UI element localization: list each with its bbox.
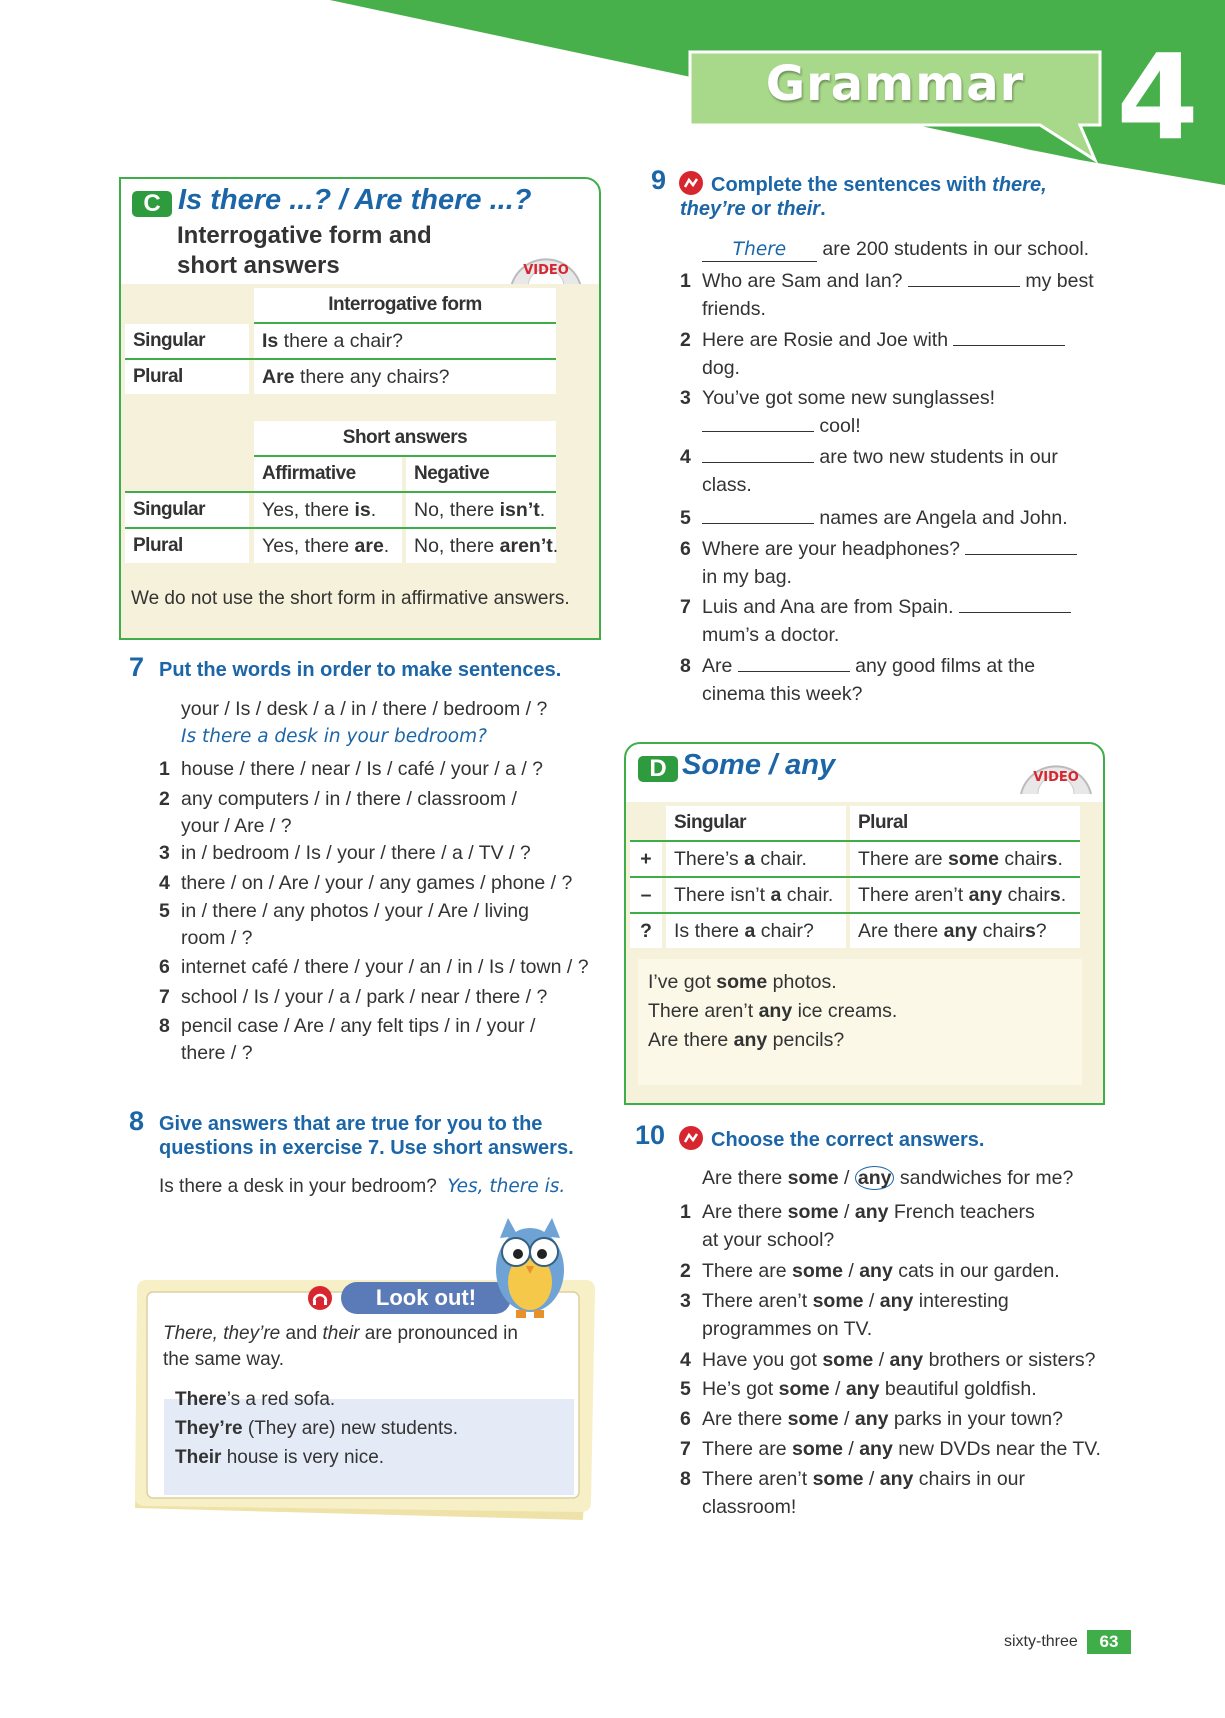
exercise-9-item: Luis and Ana are from Spain.	[702, 593, 1071, 621]
singular-cell: There’s a chair.	[666, 842, 846, 876]
row-label-plural: Plural	[125, 360, 249, 394]
negative-header: Negative	[406, 457, 556, 491]
exercise-10-item: There are some / any cats in our garden.	[702, 1260, 1060, 1282]
video-label: VIDEO	[1033, 770, 1079, 785]
exercise-9-item: Here are Rosie and Joe with	[702, 326, 1065, 354]
exercise-9-item-cont: cool!	[702, 412, 861, 440]
option-some[interactable]: some	[812, 1290, 864, 1312]
item-number: 4	[680, 446, 691, 468]
exercise-7-item: pencil case / Are / any felt tips / in / your /	[181, 1015, 536, 1037]
exercise-9-number: 9	[651, 165, 667, 195]
option-some[interactable]: some	[791, 1438, 843, 1460]
exercise-10-number: 10	[635, 1120, 666, 1150]
item-number: 7	[680, 1438, 691, 1460]
row-symbol: ?	[630, 914, 662, 948]
item-number: 8	[680, 1468, 691, 1490]
exercise-7-example: your / Is / desk / a / in / there / bedroom / ?	[181, 698, 548, 720]
exercise-7-item: in / bedroom / Is / your / there / a / TV / ?	[181, 842, 531, 864]
circled-answer: any	[855, 1166, 895, 1190]
video-icon[interactable]	[1016, 756, 1096, 796]
exercise-7-number: 7	[129, 652, 145, 682]
answer-blank[interactable]	[959, 595, 1071, 613]
lookout-example-1: There’s a red sofa.	[175, 1389, 336, 1410]
answer-blank[interactable]	[908, 269, 1020, 287]
exercise-9-item-cont: friends.	[702, 298, 766, 320]
video-label: VIDEO	[523, 263, 569, 278]
box-letter: C	[132, 191, 172, 217]
speaking-icon[interactable]	[679, 171, 703, 195]
footer-page-number: 63	[1087, 1630, 1131, 1654]
answer-blank[interactable]	[953, 328, 1065, 346]
option-any[interactable]: any	[854, 1201, 889, 1223]
exercise-9-item: Where are your headphones?	[702, 535, 1077, 563]
exercise-10-item: Have you got some / any brothers or sisters?	[702, 1349, 1096, 1371]
answer-blank[interactable]	[965, 537, 1077, 555]
table-background	[121, 284, 599, 638]
exercise-9-item: names are Angela and John.	[702, 504, 1068, 532]
item-number: 6	[680, 538, 691, 560]
affirmative-singular: Yes, there is.	[254, 493, 402, 527]
box-title: Is there ...? / Are there ...?	[178, 184, 532, 216]
option-any[interactable]: any	[889, 1349, 924, 1371]
lookout-example-3: Their house is very nice.	[175, 1447, 385, 1468]
item-number: 1	[159, 758, 170, 780]
item-number: 3	[159, 842, 170, 864]
answer-blank[interactable]	[702, 506, 814, 524]
exercise-9-item: Who are Sam and Ian? my best	[702, 270, 1094, 292]
exercise-8-example: Is there a desk in your bedroom? Yes, there is.	[159, 1176, 566, 1197]
exercise-10-item: Are there some / any parks in your town?	[702, 1408, 1063, 1430]
box-c-note: We do not use the short form in affirmative answers.	[131, 588, 570, 609]
item-number: 3	[680, 387, 691, 409]
headphones-icon[interactable]	[308, 1286, 332, 1310]
exercise-9-example: There are 200 students in our school.	[702, 235, 1089, 263]
option-any[interactable]: any	[879, 1290, 914, 1312]
option-some[interactable]: some	[787, 1408, 839, 1430]
item-number: 7	[680, 596, 691, 618]
exercise-7-item: there / on / Are / your / any games / phone / ?	[181, 872, 573, 894]
answer-blank[interactable]	[702, 445, 814, 463]
exercise-10-item: Are there some / any French teachers	[702, 1201, 1035, 1223]
box-d-example-3: Are there any pencils?	[648, 1029, 845, 1051]
exercise-8-instruction-line1: Give answers that are true for you to the	[159, 1113, 543, 1135]
item-number: 2	[159, 788, 170, 810]
exercise-9-item: Are any good films at the	[702, 655, 1036, 677]
exercise-7-item: any computers / in / there / classroom /	[181, 788, 517, 810]
exercise-8-instruction-line2: questions in exercise 7. Use short answers.	[159, 1137, 574, 1159]
singular-header: Singular	[666, 806, 846, 840]
lookout-tab: Look out!	[341, 1282, 511, 1314]
item-number: 2	[680, 329, 691, 351]
exercise-10-item-cont: at your school?	[702, 1229, 835, 1251]
grammar-box-c	[119, 177, 601, 640]
page-title: Grammar	[765, 56, 1025, 112]
short-label-plural: Plural	[125, 529, 249, 563]
item-number: 1	[680, 270, 691, 292]
box-d-example-1: I’ve got some photos.	[648, 971, 837, 993]
exercise-9-item: You’ve got some new sunglasses!	[702, 387, 996, 409]
box-letter: D	[638, 756, 678, 782]
exercise-7-instruction: Put the words in order to make sentences.	[159, 659, 562, 681]
item-number: 7	[159, 986, 170, 1008]
item-number: 6	[159, 956, 170, 978]
exercise-10-item: He’s got some / any beautiful goldfish.	[702, 1378, 1037, 1400]
negative-singular: No, there isn’t.	[406, 493, 556, 527]
item-number: 5	[159, 900, 170, 922]
exercise-7-item: internet café / there / your / an / in / Is / town / ?	[181, 956, 589, 978]
exercise-10-item: There aren’t some / any chairs in our	[702, 1468, 1026, 1490]
answer-blank[interactable]	[702, 414, 814, 432]
item-number: 3	[680, 1290, 691, 1312]
plural-cell: There aren’t any chairs.	[850, 878, 1080, 912]
short-label-singular: Singular	[125, 493, 249, 527]
option-some[interactable]: some	[791, 1260, 843, 1282]
lookout-text-line1: There, they’re and their are pronounced in	[163, 1323, 518, 1344]
box-d-example-2: There aren’t any ice creams.	[648, 1000, 898, 1022]
option-some[interactable]: some	[812, 1468, 864, 1490]
exercise-10-item-cont: programmes on TV.	[702, 1318, 873, 1340]
box-subtitle-line1: Interrogative form and	[177, 222, 432, 249]
exercise-10-instruction: Choose the correct answers.	[711, 1129, 985, 1151]
item-number: 4	[680, 1349, 691, 1371]
owl-icon	[478, 1210, 583, 1320]
exercise-7-item-cont: your / Are / ?	[181, 815, 292, 837]
option-any[interactable]: any	[859, 1438, 893, 1460]
item-number: 5	[680, 1378, 691, 1400]
exercise-9-item-cont: in my bag.	[702, 566, 792, 588]
item-number: 8	[680, 655, 691, 677]
answer-blank[interactable]	[738, 654, 850, 672]
exercise-7-item-cont: there / ?	[181, 1042, 253, 1064]
row-symbol: –	[630, 878, 662, 912]
item-number: 4	[159, 872, 170, 894]
item-number: 5	[680, 507, 691, 529]
unit-number: 4	[1116, 28, 1199, 166]
plural-cell: Are there any chairs?	[850, 914, 1080, 948]
option-any[interactable]: any	[879, 1468, 914, 1490]
exercise-9-instruction-line2: they’re or their.	[680, 198, 826, 220]
box-title: Some / any	[682, 749, 836, 781]
item-number: 2	[680, 1260, 691, 1282]
plural-header: Plural	[850, 806, 1080, 840]
option-some[interactable]: some	[787, 1201, 839, 1223]
box-subtitle-line2: short answers	[177, 252, 340, 279]
item-number: 6	[680, 1408, 691, 1430]
row-symbol: +	[630, 842, 662, 876]
exercise-7-item: school / Is / your / a / park / near / there / ?	[181, 986, 548, 1008]
exercise-9-item-cont: dog.	[702, 357, 740, 379]
exercise-7-item: in / there / any photos / your / Are / living	[181, 900, 529, 922]
affirmative-header: Affirmative	[254, 457, 402, 491]
interrogative-header: Interrogative form	[254, 288, 556, 322]
short-answers-header: Short answers	[254, 421, 556, 455]
grammar-box-d	[624, 742, 1105, 1105]
singular-cell: There isn’t a chair.	[666, 878, 846, 912]
exercise-10-item: There are some / any new DVDs near the TV.	[702, 1438, 1101, 1460]
exercise-7-item: house / there / near / Is / café / your / a / ?	[181, 758, 544, 780]
exercise-9-item-cont: mum’s a doctor.	[702, 624, 840, 646]
exercise-9-item: are two new students in our	[702, 443, 1058, 471]
lookout-example-2: They’re (They are) new students.	[175, 1418, 459, 1439]
negative-plural: No, there aren’t.	[406, 529, 556, 563]
exercise-8-number: 8	[129, 1106, 145, 1136]
option-some[interactable]: some	[822, 1349, 874, 1371]
option-any[interactable]: any	[859, 1260, 893, 1282]
interrogative-plural: Are there any chairs?	[254, 360, 556, 394]
speaking-icon[interactable]	[679, 1126, 703, 1150]
item-number: 8	[159, 1015, 170, 1037]
plural-cell: There are some chairs.	[850, 842, 1080, 876]
exercise-9-instruction-line1: Complete the sentences with there,	[711, 174, 1047, 196]
exercise-7-item-cont: room / ?	[181, 927, 253, 949]
exercise-9-item-cont: cinema this week?	[702, 683, 863, 705]
table-background	[626, 802, 1103, 1103]
option-any[interactable]: any	[854, 1408, 889, 1430]
footer-page-words: sixty-three	[1004, 1633, 1078, 1650]
exercise-10-item-cont: classroom!	[702, 1496, 797, 1518]
option-any[interactable]: any	[845, 1378, 880, 1400]
lookout-text-line2: the same way.	[163, 1349, 285, 1370]
exercise-10-item: There aren’t some / any interesting	[702, 1290, 1009, 1312]
option-some[interactable]: some	[778, 1378, 830, 1400]
video-icon[interactable]	[506, 249, 586, 289]
affirmative-plural: Yes, there are.	[254, 529, 402, 563]
exercise-10-example: Are there some / any sandwiches for me?	[702, 1167, 1074, 1189]
exercise-7-example-answer: Is there a desk in your bedroom?	[181, 726, 487, 747]
interrogative-singular: Is there a chair?	[254, 324, 556, 358]
item-number: 1	[680, 1201, 691, 1223]
exercise-9-item-cont: class.	[702, 474, 752, 496]
singular-cell: Is there a chair?	[666, 914, 846, 948]
row-label-singular: Singular	[125, 324, 249, 358]
